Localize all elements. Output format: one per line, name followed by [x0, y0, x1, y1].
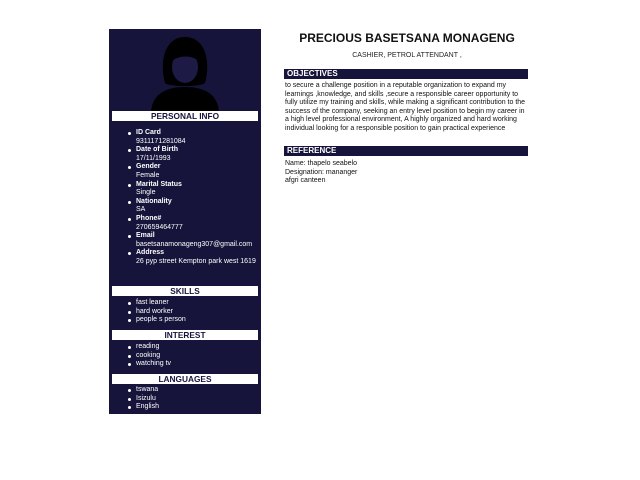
- list-item: [109, 146, 261, 163]
- list-item: tswana: [109, 386, 261, 395]
- list-item: Isizulu: [109, 395, 261, 404]
- list-item: hard worker: [109, 308, 261, 317]
- candidate-subtitle: CASHIER, PETROL ATTENDANT ,: [352, 52, 462, 59]
- info-value: 270659464777: [136, 223, 183, 231]
- list-item: [109, 198, 261, 215]
- info-value: 17/11/1993: [136, 154, 171, 162]
- skills-heading: SKILLS: [112, 286, 258, 296]
- list-item: [109, 181, 261, 198]
- list-item: people s person: [109, 316, 261, 325]
- list-item: [109, 129, 261, 146]
- reference-block: [285, 160, 529, 186]
- info-label: Phone#: [136, 214, 162, 222]
- list-item: [109, 163, 261, 180]
- info-value: 26 pyp street Kempton park west 1619: [136, 257, 256, 265]
- objectives-text: to secure a challenge position in a reputable organization to expand my learnings ,knowledge, and skills ,secure a responsible career opportunity to fully utilize my training and skills, while making a significant contribution to the success of the company, seeking an entry level position to begin my career in a high level professional environment, A highly organized and hard working individual looking for a responsible position to gain practical experience: [285, 82, 526, 132]
- info-label: Nationality: [136, 197, 172, 205]
- info-label: ID Card: [136, 129, 161, 136]
- list-item: English: [109, 403, 261, 412]
- info-value: Female: [136, 171, 160, 179]
- personal-info-heading: PERSONAL INFO: [112, 111, 258, 121]
- reference-heading: REFERENCE: [284, 146, 528, 156]
- woman-avatar-icon: [149, 31, 221, 111]
- candidate-name: PRECIOUS BASETSANA MONAGENG: [299, 31, 515, 45]
- reference-line: Name: thapelo seabelo: [285, 160, 357, 167]
- info-value: Single: [136, 189, 156, 197]
- personal-info-list: [109, 129, 261, 267]
- list-item: [109, 215, 261, 232]
- info-label: Email: [136, 232, 155, 240]
- info-label: Marital Status: [136, 180, 182, 188]
- list-item: watching tv: [109, 360, 261, 369]
- list-item: [109, 249, 261, 266]
- list-item: reading: [109, 343, 261, 352]
- languages-heading: LANGUAGES: [112, 374, 258, 384]
- sidebar: [109, 29, 261, 414]
- list-item: fast leaner: [109, 299, 261, 308]
- list-item: cooking: [109, 352, 261, 361]
- languages-list: [109, 386, 261, 412]
- reference-line: afgri canteen: [285, 177, 326, 184]
- list-item: [109, 232, 261, 249]
- info-value: 9311171281084: [136, 137, 186, 145]
- info-value: basetsanamonageng307@gmail.com: [136, 240, 253, 248]
- info-label: Gender: [136, 163, 161, 171]
- reference-line: Designation: mananger: [285, 168, 358, 176]
- info-value: SA: [136, 206, 146, 214]
- info-label: Date of Birth: [136, 146, 178, 154]
- objectives-heading: OBJECTIVES: [284, 69, 528, 79]
- info-label: Address: [136, 249, 165, 257]
- skills-list: [109, 299, 261, 325]
- interest-list: [109, 343, 261, 369]
- interest-heading: INTEREST: [112, 330, 258, 340]
